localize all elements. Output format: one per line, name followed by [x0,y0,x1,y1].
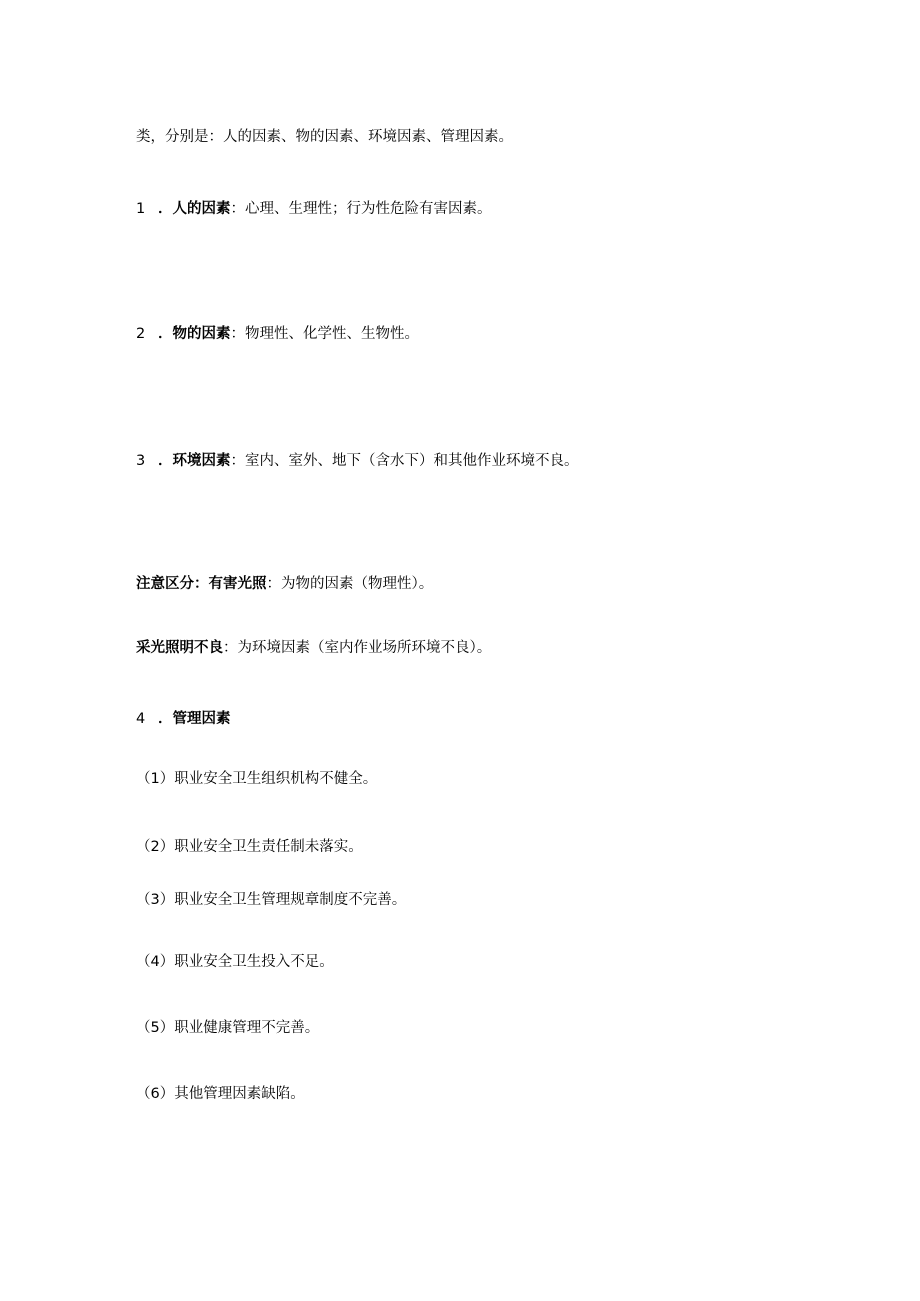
item-separator: ： [230,326,245,342]
note-lead: 注意区分： [136,576,209,592]
item-separator: ： [230,201,245,217]
sub-item-5: （5）职业健康管理不完善。 [136,1020,320,1036]
item-4-heading [136,709,231,729]
item-text: 室内、室外、地下（含水下）和其他作业环境不良。 [245,453,579,469]
item-number: 4 [136,711,146,727]
item-1 [136,199,492,219]
sub-item-6: （6）其他管理因素缺陷。 [136,1086,305,1102]
sub-item-2: （2）职业安全卫生责任制未落实。 [136,839,363,855]
note-term: 采光照明不良 [136,640,223,656]
note-separator: ： [266,576,281,592]
sub-item-3: （3）职业安全卫生管理规章制度不完善。 [136,892,407,908]
item-number: 1 [136,201,146,217]
note-harmful-light [136,574,433,594]
item-number: 2 [136,326,146,342]
item-2 [136,324,419,344]
sub-item-1: （1）职业安全卫生组织机构不健全。 [136,771,378,787]
note-separator: ： [223,640,238,656]
item-title: ．人的因素 [158,201,231,217]
item-text: 物理性、化学性、生物性。 [245,326,419,342]
item-title: ．环境因素 [158,453,231,469]
item-title: ．物的因素 [158,326,231,342]
item-number: 3 [136,453,146,469]
note-term: 有害光照 [208,576,267,592]
sub-item-4: （4）职业安全卫生投入不足。 [136,954,334,970]
item-title: ．管理因素 [158,711,231,727]
item-text: 心理、生理性；行为性危险有害因素。 [245,201,492,217]
note-text: 为环境因素（室内作业场所环境不良）。 [237,640,492,656]
item-3 [136,451,579,471]
item-separator: ： [230,453,245,469]
note-poor-lighting [136,638,491,658]
intro-paragraph: 类，分别是：人的因素、物的因素、环境因素、管理因素。 [136,129,513,145]
note-text: 为物的因素（物理性）。 [281,576,434,592]
